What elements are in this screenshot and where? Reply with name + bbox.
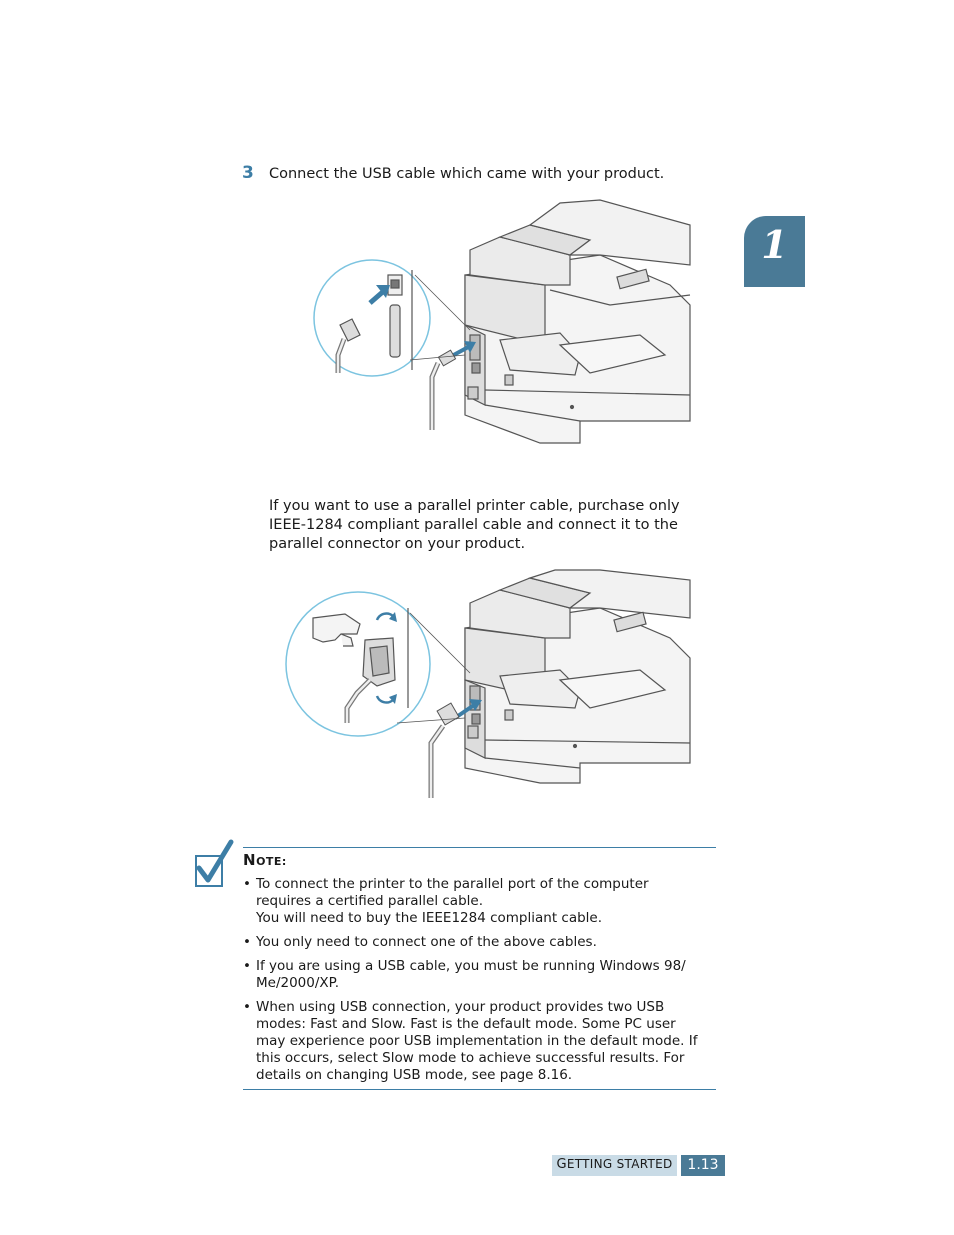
note-rule-bottom	[243, 1089, 716, 1090]
note-item	[243, 999, 719, 1084]
note-item	[243, 958, 719, 992]
note-title	[243, 851, 287, 869]
step-instruction: Connect the USB cable which came with your product.	[269, 166, 665, 182]
parallel-connection-illustration	[285, 568, 695, 803]
note-line: If you are using a USB cable, you must be running Windows 98/	[256, 958, 686, 974]
note-line: requires a certified parallel cable.	[256, 893, 484, 909]
checkmark-note-icon	[193, 838, 235, 890]
page-number: 1.13	[681, 1155, 725, 1176]
paragraph-line: If you want to use a parallel printer cable, purchase only	[269, 498, 680, 514]
note-line: may experience poor USB implementation in the default mode. If	[256, 1033, 698, 1049]
step-number: 3	[242, 163, 254, 183]
bullet: •	[243, 999, 251, 1015]
paragraph-line: IEEE-1284 compliant parallel cable and connect it to the	[269, 517, 678, 533]
note-title-first: N	[243, 851, 257, 869]
note-line: You will need to buy the IEEE1284 compliant cable.	[256, 910, 603, 926]
bullet: •	[243, 934, 251, 950]
note-line: details on changing USB mode, see page 8.16.	[256, 1067, 573, 1083]
paragraph-line: parallel connector on your product.	[269, 536, 526, 552]
note-item	[243, 876, 719, 927]
footer-section-first: G	[556, 1157, 567, 1172]
note-line: Me/2000/XP.	[256, 975, 339, 991]
note-line: this occurs, select Slow mode to achieve successful results. For	[256, 1050, 685, 1066]
note-line: To connect the printer to the parallel port of the computer	[256, 876, 649, 892]
note-line: modes: Fast and Slow. Fast is the default mode. Some PC user	[256, 1016, 676, 1032]
footer-section-label	[552, 1157, 677, 1172]
footer-section-rest: ETTING STARTED	[566, 1157, 673, 1171]
note-line: You only need to connect one of the above cables.	[256, 934, 597, 950]
bullet: •	[243, 876, 251, 892]
chapter-number: 1	[761, 222, 788, 267]
bullet: •	[243, 958, 251, 974]
note-item	[243, 934, 719, 951]
note-line: When using USB connection, your product provides two USB	[256, 999, 665, 1015]
note-list	[243, 876, 719, 1091]
note-title-rest: OTE:	[256, 855, 287, 868]
note-rule-top	[243, 847, 716, 848]
usb-connection-illustration	[300, 195, 700, 450]
parallel-cable-instruction	[269, 497, 709, 554]
